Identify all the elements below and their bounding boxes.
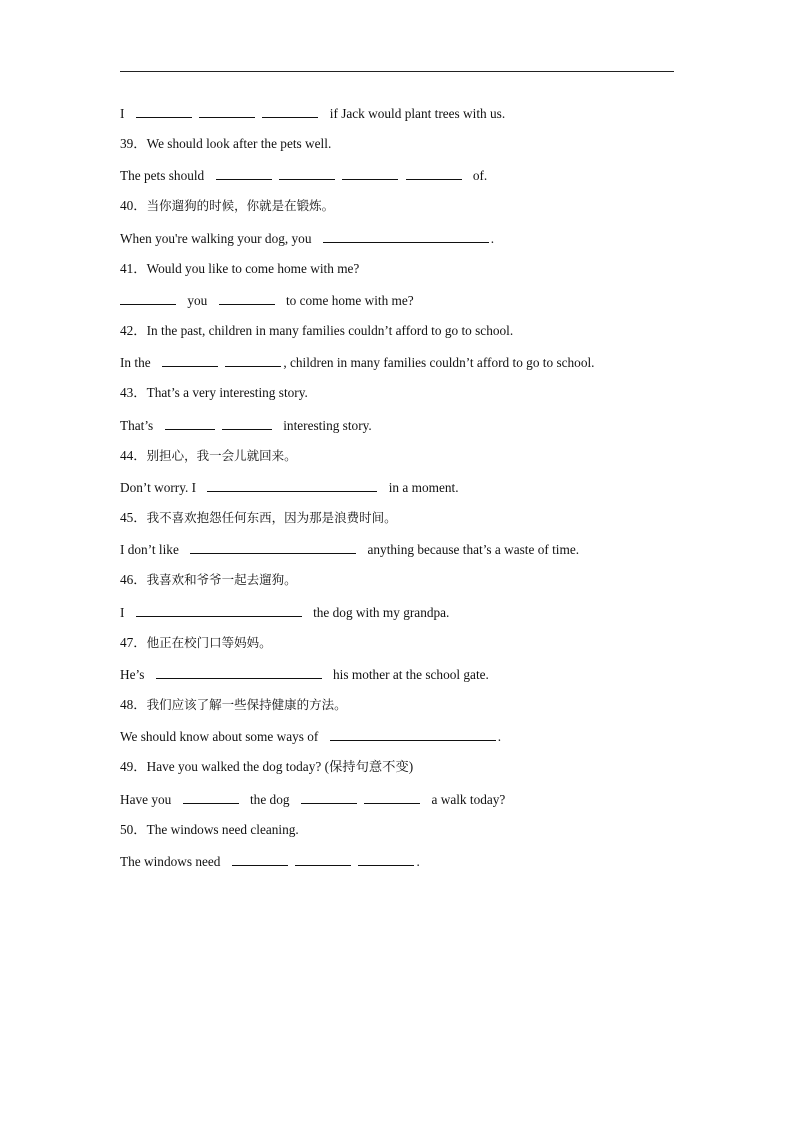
answer-blank[interactable] [136, 603, 302, 617]
answer-text-post: . [497, 729, 502, 744]
answer-blank[interactable] [364, 790, 420, 804]
answer-text-mid: you [187, 293, 208, 308]
question-text: 他正在校门口等妈妈。 [146, 635, 272, 650]
question-number: 41． [120, 261, 147, 276]
answer-blank[interactable] [225, 353, 281, 367]
question-number: 47． [120, 635, 147, 650]
answer-text-post: interesting story. [283, 418, 372, 433]
question-41 [120, 260, 680, 278]
question-45 [120, 509, 680, 527]
header-rule [120, 71, 674, 72]
answer-blank[interactable] [342, 166, 398, 180]
answer-text-post: to come home with me? [285, 293, 414, 308]
question-number: 44． [120, 448, 147, 463]
question-number: 49． [120, 759, 147, 774]
question-number: 40． [120, 198, 147, 213]
question-48 [120, 696, 680, 714]
question-number: 42． [120, 323, 147, 338]
answer-line-43 [120, 416, 680, 435]
answer-blank[interactable] [232, 852, 288, 866]
answer-text-post: anything because that’s a waste of time. [367, 542, 580, 557]
question-number: 48． [120, 697, 147, 712]
question-46 [120, 571, 680, 589]
answer-blank[interactable] [323, 229, 489, 243]
question-40 [120, 197, 680, 215]
answer-blank[interactable] [190, 540, 356, 554]
answer-text-pre: He’s [120, 667, 145, 682]
answer-line-47 [120, 665, 680, 684]
answer-blank[interactable] [358, 852, 414, 866]
answer-text-post: of. [472, 168, 488, 183]
answer-line-49 [120, 790, 680, 809]
answer-text-post: in a moment. [388, 480, 459, 495]
answer-blank[interactable] [120, 291, 176, 305]
answer-blank[interactable] [156, 665, 322, 679]
answer-line-48 [120, 727, 680, 746]
answer-text-post: . [416, 854, 420, 869]
question-text: 别担心，我一会儿就回来。 [146, 448, 297, 463]
question-50 [120, 821, 680, 839]
question-text: In the past, children in many families couldn’t afford to go to school. [146, 323, 514, 338]
answer-blank[interactable] [406, 166, 462, 180]
answer-line-45 [120, 540, 680, 559]
question-text: Would you like to come home with me? [146, 261, 360, 276]
answer-blank[interactable] [222, 416, 272, 430]
answer-blank[interactable] [199, 104, 255, 118]
question-text: Have you walked the dog today? (保持句意不变) [146, 759, 414, 774]
answer-text-pre: We should know about some ways of [120, 729, 319, 744]
answer-text-pre: Have you [120, 792, 172, 807]
answer-blank[interactable] [330, 727, 496, 741]
answer-text-pre: When you're walking your dog, you [120, 231, 312, 246]
answer-blank[interactable] [295, 852, 351, 866]
answer-text-post: . [490, 231, 495, 246]
question-text: 当你遛狗的时候，你就是在锻炼。 [146, 198, 335, 213]
question-text: 我不喜欢抱怨任何东西，因为那是浪费时间。 [146, 510, 397, 525]
answer-blank[interactable] [136, 104, 192, 118]
answer-blank[interactable] [301, 790, 357, 804]
answer-blank[interactable] [165, 416, 215, 430]
answer-text-post: his mother at the school gate. [333, 667, 489, 682]
answer-text-mid: the dog [249, 792, 290, 807]
answer-line-38 [120, 104, 680, 123]
question-number: 46． [120, 572, 147, 587]
answer-text-pre: The pets should [120, 168, 205, 183]
question-39 [120, 135, 680, 153]
question-43 [120, 384, 680, 402]
answer-text-pre: The windows need [120, 854, 221, 869]
answer-text-post: a walk today? [431, 792, 506, 807]
answer-blank[interactable] [262, 104, 318, 118]
answer-text-pre: I [120, 106, 125, 121]
question-number: 45． [120, 510, 147, 525]
answer-text-post: if Jack would plant trees with us. [329, 106, 506, 121]
question-number: 39． [120, 136, 147, 151]
question-number: 43． [120, 385, 147, 400]
answer-blank[interactable] [207, 478, 377, 492]
answer-line-42 [120, 353, 680, 372]
question-42 [120, 322, 680, 340]
answer-line-44 [120, 478, 680, 497]
answer-text-pre: In the [120, 355, 151, 370]
question-text: 我们应该了解一些保持健康的方法。 [146, 697, 347, 712]
answer-blank[interactable] [219, 291, 275, 305]
question-44 [120, 447, 680, 465]
answer-text-pre: I [120, 605, 125, 620]
answer-blank[interactable] [279, 166, 335, 180]
answer-blank[interactable] [162, 353, 218, 367]
question-text: That’s a very interesting story. [146, 385, 308, 400]
answer-line-46 [120, 603, 680, 622]
answer-blank[interactable] [183, 790, 239, 804]
question-47 [120, 634, 680, 652]
answer-text-pre: Don’t worry. I [120, 480, 197, 495]
question-text: The windows need cleaning. [146, 822, 299, 837]
answer-line-40 [120, 229, 680, 248]
answer-text-pre: That’s [120, 418, 154, 433]
question-number: 50． [120, 822, 147, 837]
question-49 [120, 758, 680, 776]
answer-blank[interactable] [216, 166, 272, 180]
answer-text-post: the dog with my grandpa. [313, 605, 450, 620]
answer-line-50 [120, 852, 680, 871]
answer-line-41 [120, 291, 680, 310]
question-text: We should look after the pets well. [146, 136, 332, 151]
question-text: 我喜欢和爷爷一起去遛狗。 [146, 572, 297, 587]
answer-text-pre: I don’t like [120, 542, 179, 557]
answer-text-post: , children in many families couldn’t afford to go to school. [283, 355, 595, 370]
answer-line-39 [120, 166, 680, 185]
